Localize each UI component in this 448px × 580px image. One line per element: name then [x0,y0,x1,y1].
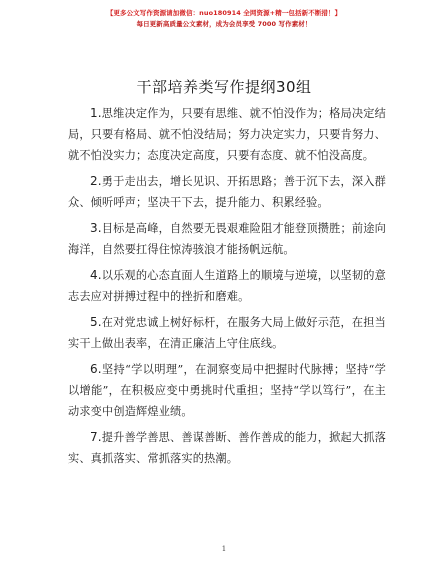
item-number: 4. [90,268,102,282]
banner-line-1: 【更多公文写作资源请加微信：nuo180914 全网资源+精一包括新不断措！】 [106,9,342,17]
item-number: 7. [90,430,102,444]
item-number: 3. [90,221,102,235]
item-number: 2. [90,174,102,188]
outline-item-7 [68,427,386,469]
item-text: 坚持“学以明理”，在洞察变局中把握时代脉搏；坚持“学以增能”，在积极应变中勇挑时代重担；坚持“学以笃行”，在主动求变中创造辉煌业绩。 [68,363,386,418]
item-text: 思维决定作为，只要有思维、就不怕没作为；格局决定结局，只要有格局、就不怕没结局；努力决定实力，只要肯努力、就不怕没实力；态度决定高度，只要有态度、就不怕没高度。 [68,107,386,162]
item-text: 在对党忠诚上树好标杆，在服务大局上做好示范，在担当实干上做出表率，在清正廉洁上守住底线。 [68,316,386,350]
item-number: 6. [90,362,102,376]
outline-item-2 [68,171,386,213]
item-text: 提升善学善思、善谋善断、善作善成的能力，掀起大抓落实、真抓落实、常抓落实的热潮。 [68,431,386,465]
outline-item-4 [68,265,386,307]
banner-line-2: 每日更新高质量公文素材，成为会员享受 7000 写作素材！ [136,20,312,28]
item-text: 目标是高峰，自然要无畏艰难险阻才能登顶攒胜；前途向海洋，自然要扛得住惊涛骇浪才能扬帆远航。 [68,222,386,256]
outline-item-6 [68,359,386,422]
promo-banner [0,8,448,30]
item-number: 5. [90,315,102,329]
item-text: 以乐观的心态直面人生道路上的顺境与逆境，以坚韧的意志去应对拼搏过程中的挫折和磨难。 [68,269,386,303]
document-body [68,103,386,474]
outline-item-5 [68,312,386,354]
item-number: 1. [90,106,102,120]
page-number: 1 [221,545,227,553]
document-title: 干部培养类写作提纲30组 [136,78,312,96]
outline-item-3 [68,218,386,260]
item-text: 勇于走出去，增长见识、开拓思路；善于沉下去，深入群众、倾听呼声；坚决干下去，提升能力、积累经验。 [68,175,386,209]
outline-item-1 [68,103,386,166]
